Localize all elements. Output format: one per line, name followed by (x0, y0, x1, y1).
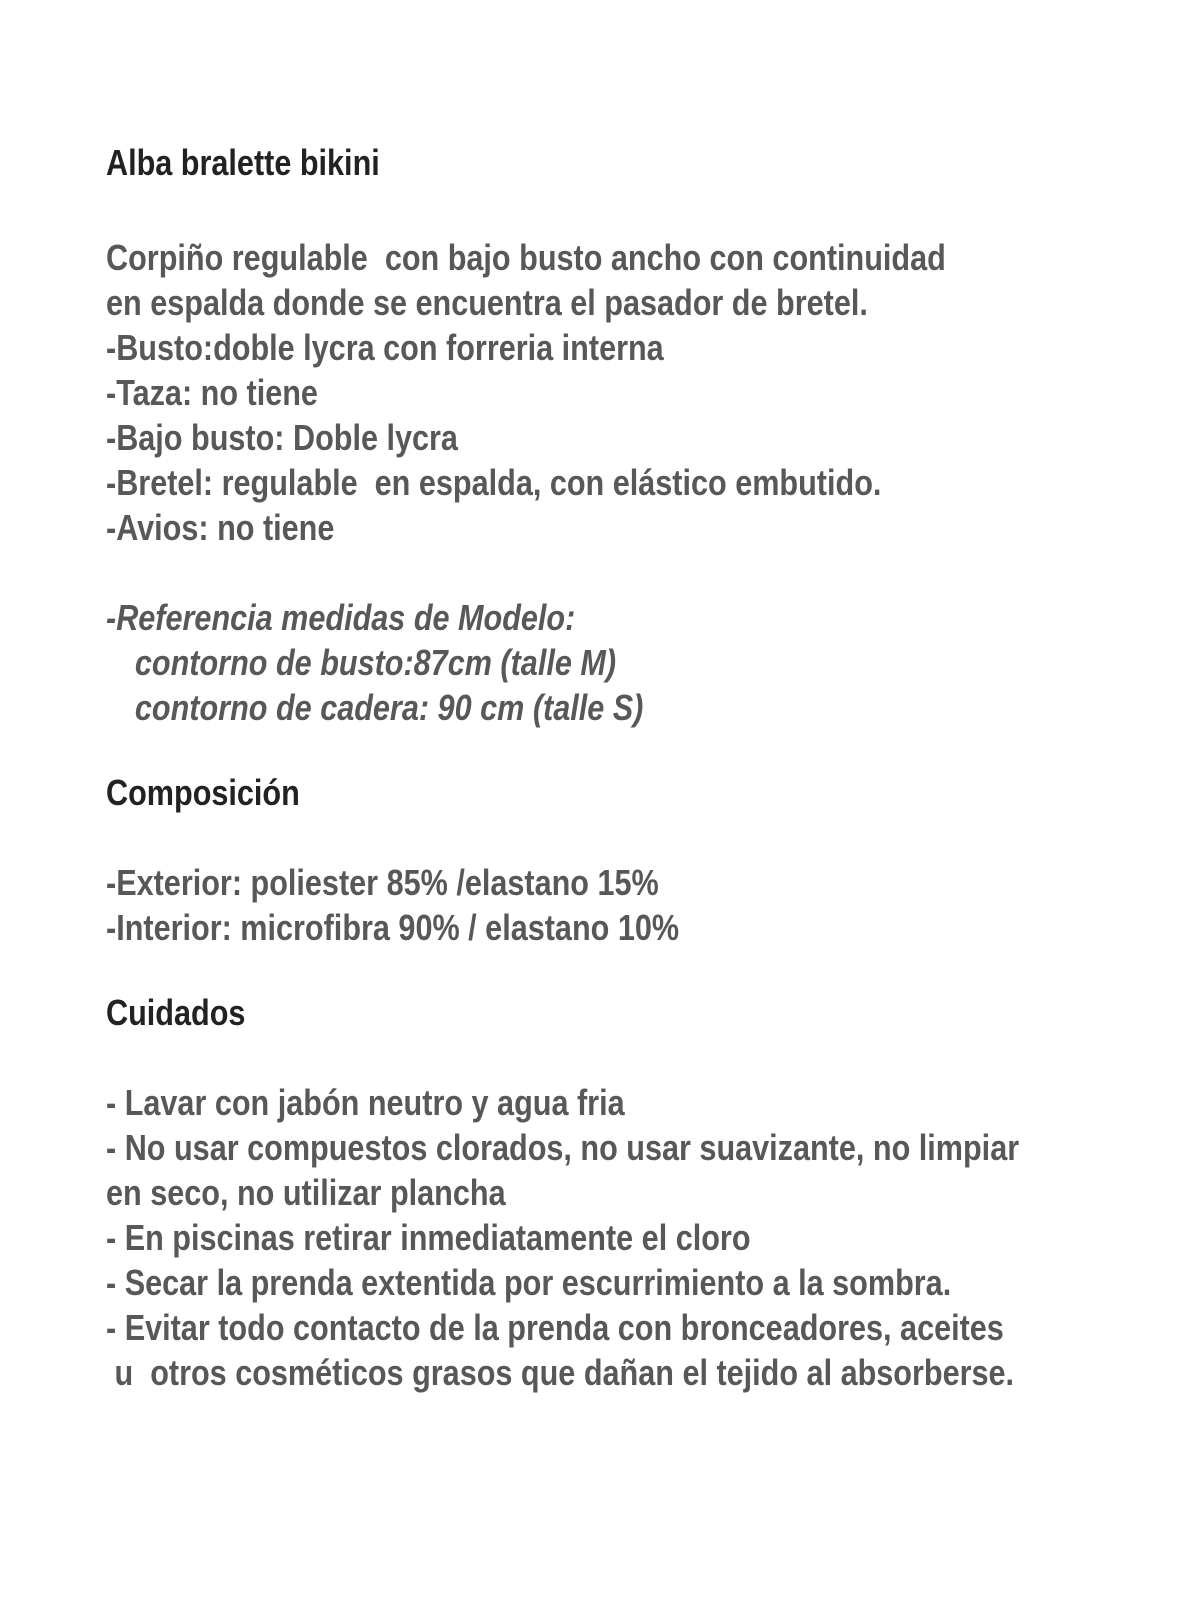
model-reference-heading: -Referencia medidas de Modelo: (106, 597, 576, 638)
care-item: en seco, no utilizar plancha (106, 1172, 506, 1213)
care-item: - Secar la prenda extentida por escurrimiento a la sombra. (106, 1262, 952, 1303)
care-item: - No usar compuestos clorados, no usar suavizante, no limpiar (106, 1127, 1020, 1168)
spacer (106, 950, 1200, 990)
care-item: - En piscinas retirar inmediatamente el cloro (106, 1217, 751, 1258)
spacer (106, 185, 1200, 235)
intro-line: -Bajo busto: Doble lycra (106, 417, 458, 458)
care-item: - Evitar todo contacto de la prenda con bronceadores, aceites (106, 1307, 1004, 1348)
composition-item: -Interior: microfibra 90% / elastano 10% (106, 907, 680, 948)
intro-line: en espalda donde se encuentra el pasador de bretel. (106, 282, 868, 323)
care-heading: Cuidados (106, 992, 246, 1033)
composition-heading: Composición (106, 772, 300, 813)
intro-line: -Avios: no tiene (106, 507, 335, 548)
product-title: Alba bralette bikini (106, 142, 380, 183)
spacer (106, 550, 1200, 595)
model-measurement: contorno de cadera: 90 cm (talle S) (134, 687, 644, 728)
intro-line: -Taza: no tiene (106, 372, 318, 413)
composition-item: -Exterior: poliester 85% /elastano 15% (106, 862, 659, 903)
spacer (106, 1035, 1200, 1080)
care-item: u otros cosméticos grasos que dañan el tejido al absorberse. (106, 1352, 1015, 1393)
spacer (106, 730, 1200, 770)
care-item: - Lavar con jabón neutro y agua fria (106, 1082, 625, 1123)
intro-line: -Bretel: regulable en espalda, con elástico embutido. (106, 462, 882, 503)
intro-line: Corpiño regulable con bajo busto ancho con continuidad (106, 237, 946, 278)
spacer (106, 815, 1200, 860)
model-measurement: contorno de busto:87cm (talle M) (134, 642, 617, 683)
intro-line: -Busto:doble lycra con forreria interna (106, 327, 664, 368)
